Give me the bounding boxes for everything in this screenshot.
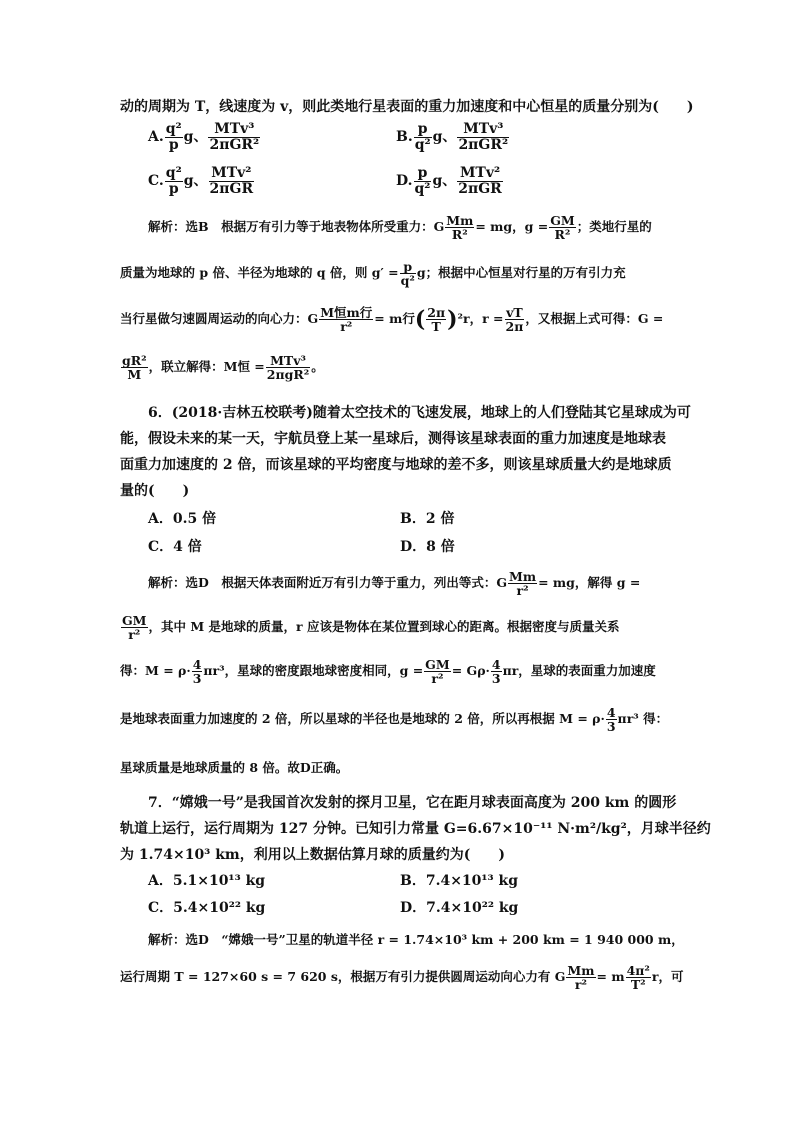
text: 解析：选D 根据天体表面附近万有引力等于重力，列出等式：G [148,575,508,591]
numerator: 4 [491,657,501,672]
left-paren: ( [414,306,426,333]
separator: g、 [432,129,457,146]
fraction [549,214,576,241]
denominator: p [168,180,179,197]
denominator: 2πGR² [458,136,509,153]
fraction [457,166,503,196]
fraction [445,214,474,241]
numerator: Mm [509,569,537,584]
text: = Gρ· [451,663,490,679]
q6-stem-line-3: 面重力加速度的 2 倍，而该星球的平均密度与地球的差不多，则该星球质量大约是地球质 [120,457,672,473]
text: 解析：选B 根据万有引力等于地表物体所受重力：G [148,219,445,235]
q5-solution-line-3 [120,306,663,333]
text: = mg，g = [475,219,549,235]
numerator: gR² [122,353,147,368]
fraction [606,706,617,733]
fraction [626,964,651,991]
denominator: 2π [505,319,524,335]
denominator: p [168,136,179,153]
denominator: 2πGR² [209,136,260,153]
denominator: 3 [192,671,202,687]
text: 得：M = ρ· [120,663,191,679]
q7-stem-line-3: 为 1.74×10³ km，利用以上数据估算月球的质量约为( ) [120,847,505,863]
q6-solution-line-2 [120,614,620,641]
text: ²r，r = [457,311,504,327]
fraction [121,354,148,381]
q7-option-b: B．7.4×10¹³ kg [400,873,519,889]
numerator: p [414,122,432,138]
fraction [424,658,451,685]
text: = m行 [374,311,415,327]
q5-option-c [148,166,255,196]
numerator: GM [550,213,575,228]
q7-option-c: C．5.4×10²² kg [148,900,266,916]
q7-option-d: D．7.4×10²² kg [400,900,519,916]
denominator: 2πgR² [266,367,310,383]
fraction [209,166,255,196]
q5-solution-line-4 [120,354,324,381]
numerator: MTv³ [457,122,509,138]
q6-stem-line-1: 6．(2018·吉林五校联考)随着太空技术的飞速发展，地球上的人们登陆其它星球成为可 [148,405,691,421]
denominator: M [127,367,142,383]
q6-option-c: C．4 倍 [148,539,202,555]
q6-solution-line-3 [120,658,656,685]
numerator: q² [165,165,182,181]
text: ；类地行星的 [576,219,652,235]
numerator: MTv² [457,166,503,182]
denominator: q² [414,136,431,153]
option-label: D. [396,173,413,190]
fraction [491,658,502,685]
text: 是地球表面重力加速度的 2 倍，所以星球的半径也是地球的 2 倍，所以再根据 M = ρ· [120,711,605,727]
text: 当行星做匀速圆周运动的向心力：G [120,311,319,327]
numerator: vT [506,305,523,320]
denominator: 2πGR [458,180,502,197]
right-paren: ) [447,306,458,333]
numerator: GM [122,613,147,628]
fraction [121,614,148,641]
numerator: Mm [446,213,474,228]
numerator: 4π² [626,963,650,978]
text: πr³ 得： [617,711,669,727]
fraction [457,122,509,152]
q6-solution-line-4 [120,706,668,733]
separator: g、 [183,173,208,190]
q6-stem-line-4: 量的( ) [120,483,190,499]
denominator: r² [574,977,587,993]
denominator: r² [431,671,444,687]
text: g；根据中心恒星对行星的万有引力充 [416,265,626,281]
numerator: p [414,166,432,182]
numerator: q² [165,121,182,137]
separator: g、 [183,129,208,146]
text: ，又根据上式可得：G = [525,311,664,327]
q5-solution-line-1 [148,214,652,241]
fraction [566,964,595,991]
numerator: MTv³ [208,122,260,138]
denominator: 3 [606,719,616,735]
q6-stem-line-2: 能，假设未来的某一天，宇航员登上某一星球后，测得该星球表面的重力加速度是地球表 [120,431,666,447]
text: 运行周期 T = 127×60 s = 7 620 s，根据万有引力提供圆周运动向心力有 G [120,969,566,985]
separator: g、 [432,173,457,190]
denominator: r² [516,583,529,599]
numerator: 4 [192,657,202,672]
denominator: R² [554,227,571,243]
denominator: 3 [491,671,501,687]
q6-option-b: B．2 倍 [400,511,455,527]
numerator: M恒m行 [320,305,373,320]
q5-solution-line-2 [120,260,626,287]
q6-solution-line-5: 星球质量是地球质量的 8 倍。故D正确。 [120,760,349,775]
option-label: A. [148,129,164,146]
fraction [208,122,260,152]
numerator: MTv³ [266,354,310,368]
fraction [165,122,183,152]
fraction [505,306,525,333]
denominator: q² [400,273,415,289]
text: πr³，星球的密度跟地球密度相同，g = [203,663,424,679]
text: πr，星球的表面重力加速度 [502,663,656,679]
text: ，其中 M 是地球的质量，r 应该是物体在某位置到球心的距离。根据密度与质量关系 [148,619,620,635]
text: 。 [311,359,324,375]
fraction [414,122,432,152]
numerator: GM [425,657,450,672]
denominator: r² [128,627,141,643]
numerator: 2π [427,305,446,320]
option-label: C. [148,173,164,190]
denominator: R² [451,227,468,243]
numerator: p [400,260,416,274]
numerator: Mm [567,963,595,978]
option-label: B. [396,129,413,146]
q6-option-a: A．0.5 倍 [148,511,217,527]
q7-stem-line-2: 轨道上运行，运行周期为 127 分钟。已知引力常量 G=6.67×10⁻¹¹ N·m²/kg²，月球半径约 [120,821,711,837]
fraction [266,354,310,381]
q6-option-d: D．8 倍 [400,539,455,555]
text: = m [596,969,625,985]
q5-stem-tail: 动的周期为 T，线速度为 v，则此类地行星表面的重力加速度和中心恒星的质量分别为( ) [120,99,694,115]
fraction [319,306,373,333]
q5-option-a [148,122,261,152]
text: = mg，解得 g = [538,575,641,591]
denominator: 2πGR [209,180,254,197]
denominator: r² [340,319,353,335]
q5-option-b [396,122,510,152]
fraction [508,570,537,597]
denominator: T² [630,977,646,993]
fraction [414,166,432,196]
denominator: q² [414,180,431,197]
text: 质量为地球的 p 倍、半径为地球的 q 倍，则 g′ = [120,265,399,281]
q7-option-a: A．5.1×10¹³ kg [148,873,266,889]
numerator: 4 [606,705,616,720]
fraction [426,306,446,333]
text: ，联立解得：M恒 = [148,359,265,375]
text: r，可 [651,969,684,985]
fraction [192,658,203,685]
fraction [165,166,183,196]
q7-solution-line-1: 解析：选D “嫦娥一号”卫星的轨道半径 r = 1.74×10³ km + 200 km = 1 940 000 m， [148,932,684,947]
fraction [400,260,416,287]
numerator: MTv² [209,166,255,182]
q5-option-d [396,166,504,196]
q6-solution-line-1 [148,570,640,597]
denominator: T [431,319,441,335]
q7-stem-line-1: 7．“嫦娥一号”是我国首次发射的探月卫星，它在距月球表面高度为 200 km 的圆形 [148,795,677,811]
q7-solution-line-2 [120,964,683,991]
